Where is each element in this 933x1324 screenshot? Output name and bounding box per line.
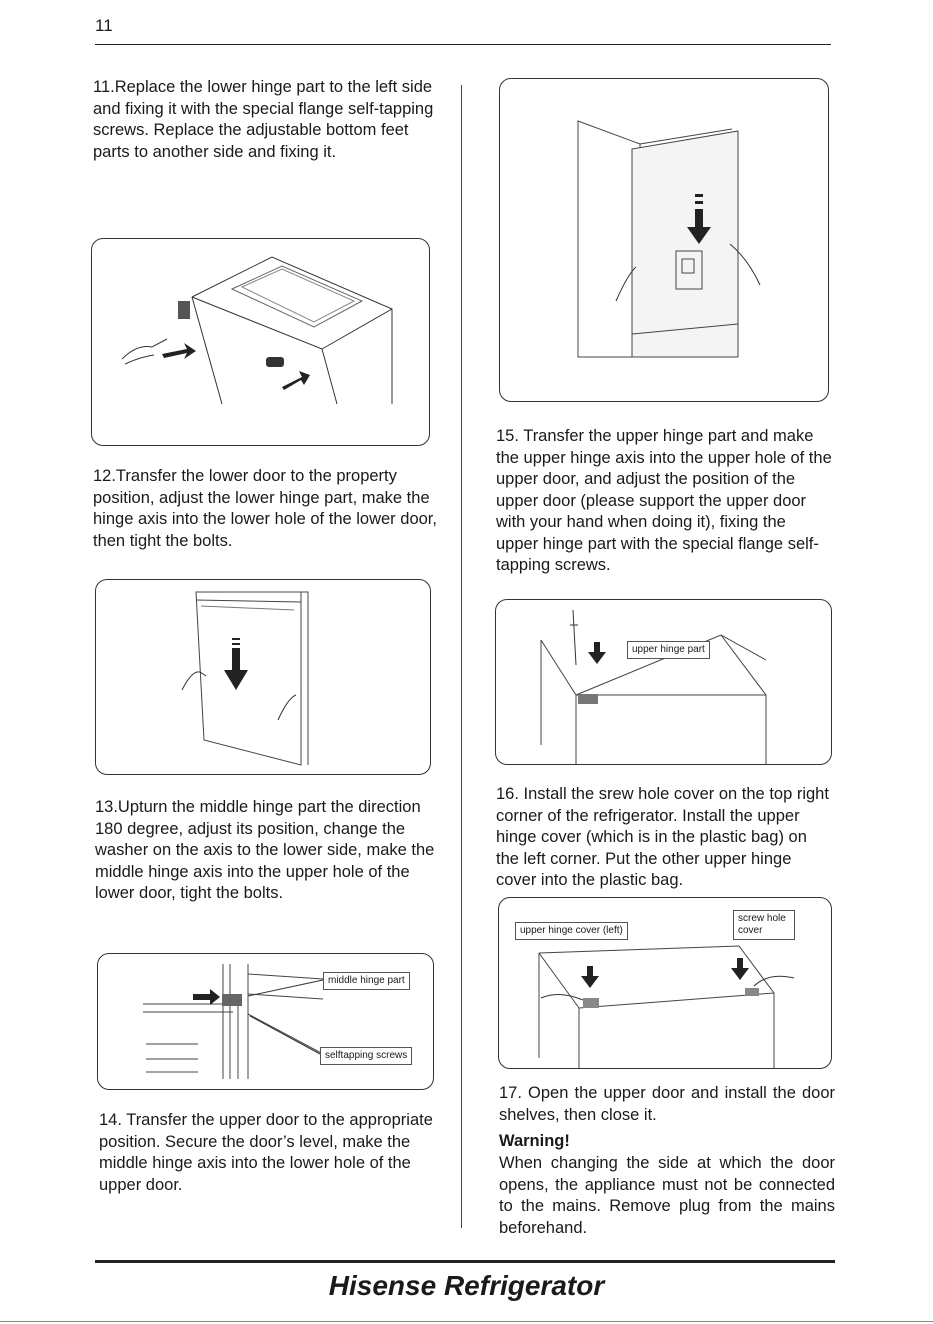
step-13-text: 13.Upturn the middle hinge part the direction 180 degree, adjust its position, change the washer on the axis to the lower side, make the middle hinge axis into the upper hole of the lower door, tight the bolts. <box>95 798 435 902</box>
header-rule <box>95 44 831 45</box>
fridge-bottom-hinge-drawing <box>92 239 429 445</box>
lower-door-drawing <box>96 580 430 774</box>
footer-rule <box>95 1260 835 1263</box>
page-number: 11 <box>95 16 113 35</box>
step-12-text: 12.Transfer the lower door to the property position, adjust the lower hinge part, make the hinge axis into the lower hole of the lower door, then tight the bolts. <box>93 467 437 550</box>
warning-text: When changing the side at which the door opens, the appliance must not be connected to the mains. Remove plug from the mains beforehand. <box>499 1154 835 1237</box>
step-15-text: 15. Transfer the upper hinge part and make the upper hinge axis into the upper hole of the upper door, and adjust the position of the upper door (please support the upper door with your hand when doing it), fixing the upper hinge part with the special flange self-tapping screws. <box>496 427 832 574</box>
step-15-illustration <box>495 599 832 765</box>
page-bottom-line <box>0 1321 933 1322</box>
step-17-text: 17. Open the upper door and install the door shelves, then close it. <box>499 1084 835 1124</box>
callout-selftapping-screws: selftapping screws <box>320 1047 412 1065</box>
warning-title: Warning! <box>499 1132 570 1150</box>
step-13-illustration <box>97 953 434 1090</box>
upper-hinge-drawing <box>496 600 831 764</box>
step-12-illustration <box>95 579 431 775</box>
callout-screw-hole-cover: screw hole cover <box>733 910 795 940</box>
upper-door-install-drawing <box>500 79 828 401</box>
step-11-illustration <box>91 238 430 446</box>
callout-upper-hinge-part: upper hinge part <box>627 641 710 659</box>
step-11-text: 11.Replace the lower hinge part to the left side and fixing it with the special flange self-tapping screws. Replace the adjustable bottom feet parts to another side and fixing it. <box>93 78 434 161</box>
callout-upper-hinge-cover-left: upper hinge cover (left) <box>515 922 628 940</box>
step-16-illustration <box>498 897 832 1069</box>
footer-brand: Hisense Refrigerator <box>328 1270 605 1301</box>
step-14-text: 14. Transfer the upper door to the appropriate position. Secure the door’s level, make the middle hinge axis into the lower hole of the upper door. <box>99 1111 433 1194</box>
step-16-text: 16. Install the srew hole cover on the top right corner of the refrigerator. Install the upper hinge cover (which is in the plastic bag) on the left corner. Put the other upper hinge cover into the plastic bag. <box>496 785 829 889</box>
step-15-top-illustration <box>499 78 829 402</box>
callout-middle-hinge-part: middle hinge part <box>323 972 410 990</box>
column-divider <box>461 85 462 1228</box>
